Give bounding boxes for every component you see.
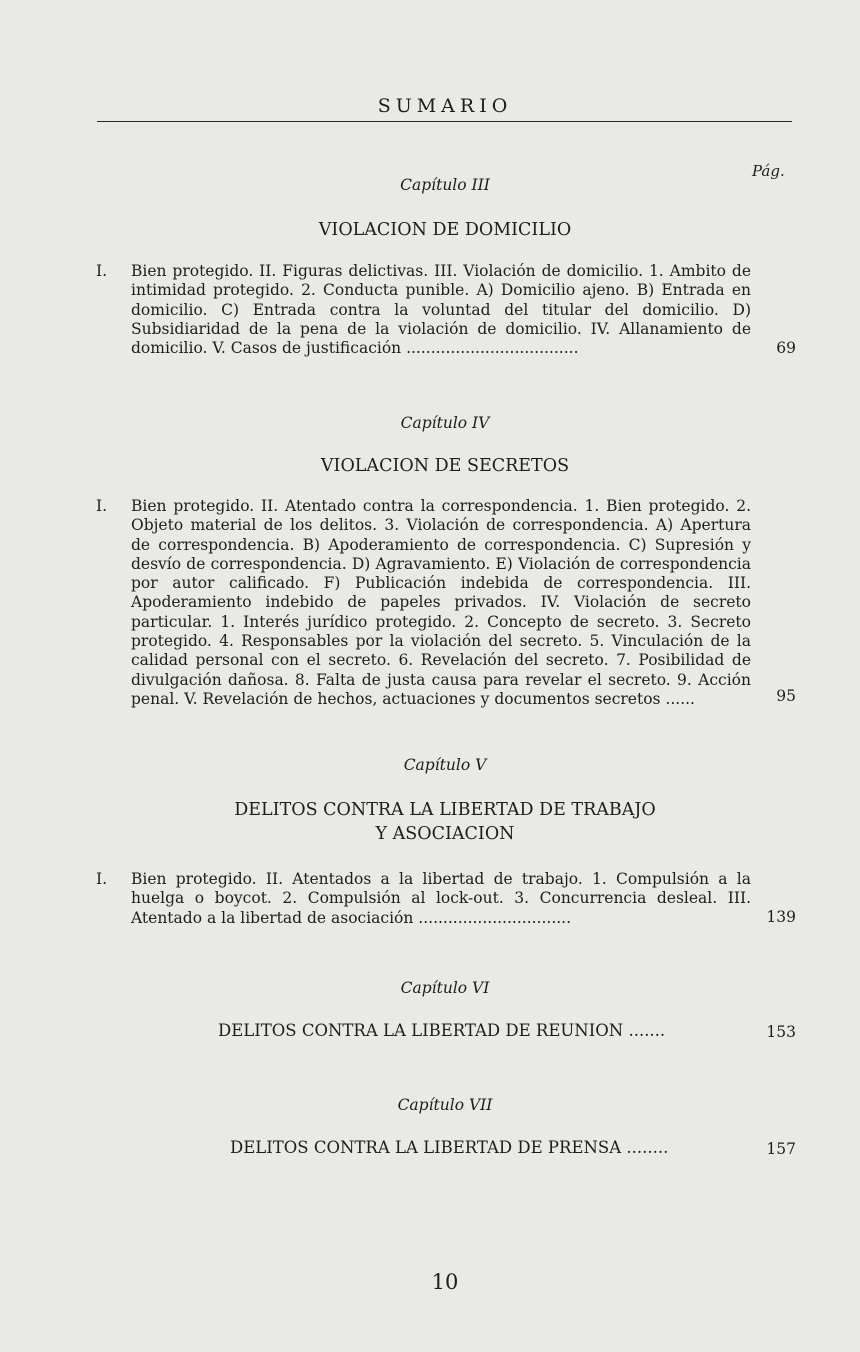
chapter-label-iii: Capítulo III bbox=[400, 176, 490, 194]
toc-entry-iv bbox=[96, 497, 796, 709]
entry-page-number: 153 bbox=[766, 1023, 796, 1041]
chapter-label-v: Capítulo V bbox=[403, 756, 487, 774]
chapter-label-vii: Capítulo VII bbox=[397, 1096, 493, 1114]
chapter-heading-vi: DELITOS CONTRA LA LIBERTAD DE REUNION ....... bbox=[218, 1021, 666, 1040]
entry-roman: I. bbox=[96, 870, 108, 888]
entry-roman: I. bbox=[96, 497, 108, 515]
entry-page-number: 139 bbox=[766, 908, 796, 926]
chapter-heading-iv: VIOLACION DE SECRETOS bbox=[320, 456, 570, 476]
title-rule bbox=[97, 121, 792, 122]
toc-entry-v bbox=[96, 870, 796, 930]
entry-text: Bien protegido. II. Atentados a la libertad de trabajo. 1. Compulsión a la huelga o boycot. 2. Compulsión al lock-out. 3. Concurrencia desleal. III. Atentado a la libertad de asociación ............................... bbox=[131, 870, 751, 927]
page-title: SUMARIO bbox=[377, 95, 513, 117]
entry-page-number: 69 bbox=[776, 339, 796, 357]
entry-text: Bien protegido. II. Figuras delictivas. III. Violación de domicilio. 1. Ambito de intimidad protegido. 2. Conducta punible. A) Domicilio ajeno. B) Entrada en domicilio. C) Entrada contra la voluntad del titular del domicilio. D) Subsidiaridad de la pena de la violación de domicilio. IV. Allanamiento de domicilio. V. Casos de justificación ................................... bbox=[131, 262, 751, 358]
entry-page-number: 95 bbox=[776, 687, 796, 705]
chapter-label-vi: Capítulo VI bbox=[400, 979, 490, 997]
entry-page-number: 157 bbox=[766, 1140, 796, 1158]
chapter-label-iv: Capítulo IV bbox=[400, 414, 490, 432]
page-column-label: Pág. bbox=[752, 162, 785, 180]
entry-roman: I. bbox=[96, 262, 108, 280]
entry-text: Bien protegido. II. Atentado contra la correspondencia. 1. Bien protegido. 2. Objeto material de los delitos. 3. Violación de correspondencia. A) Apertura de correspondencia. B) Apoderamiento de correspondencia. C) Supresión y desvío de correspondencia. D) Agravamiento. E) Violación de correspondencia por autor calificado. F) Publicación indebida de correspondencia. III. Apoderamiento indebido de papeles privados. IV. Violación de secreto particular. 1. Interés jurídico protegido. 2. Concepto de secreto. 3. Secreto protegido. 4. Responsables por la violación del secreto. 5. Vinculación de la calidad personal con el secreto. 6. Revelación del secreto. 7. Posibilidad de divulgación dañosa. 8. Falta de justa causa para revelar el secreto. 9. Acción penal. V. Revelación de hechos, actuaciones y documentos secretos ...... bbox=[131, 497, 751, 708]
toc-entry-iii bbox=[96, 262, 796, 362]
chapter-heading-iii: VIOLACION DE DOMICILIO bbox=[318, 220, 572, 240]
toc-entry-vi bbox=[0, 1021, 796, 1045]
chapter-heading-v-line1: DELITOS CONTRA LA LIBERTAD DE TRABAJO bbox=[234, 800, 656, 820]
chapter-heading-vii: DELITOS CONTRA LA LIBERTAD DE PRENSA ........ bbox=[230, 1138, 669, 1157]
toc-entry-vii bbox=[0, 1138, 796, 1162]
chapter-heading-v-line2: Y ASOCIACION bbox=[375, 824, 515, 844]
page-number: 10 bbox=[431, 1270, 459, 1294]
